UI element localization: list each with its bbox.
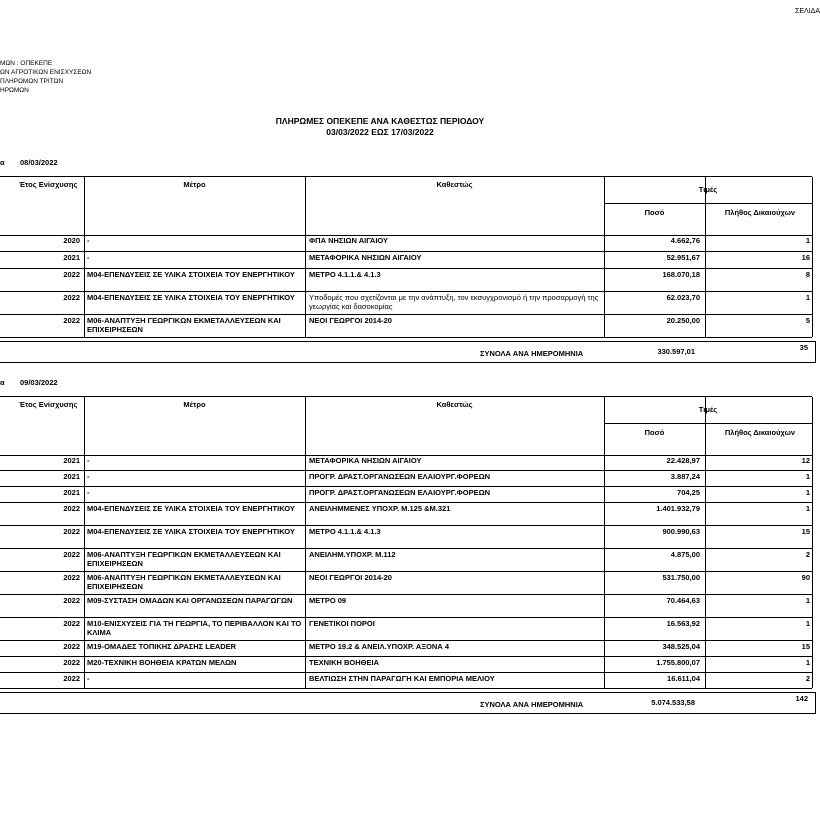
row-scheme: ΤΕΧΝΙΚΗ ΒΟΗΘΕΙΑ [309, 658, 380, 667]
row-count: 1 [805, 472, 810, 481]
row-year: 2022 [63, 270, 80, 279]
column-divider [84, 268, 85, 291]
page-label: ΣΕΛΙΔΑ [795, 8, 820, 15]
row-count: 1 [805, 658, 810, 667]
column-divider [604, 502, 605, 525]
header-beneficiaries: Πλήθος Δικαιούχων [724, 428, 796, 437]
column-divider [305, 617, 306, 640]
column-divider [812, 525, 813, 548]
row-amount: 1.755.800,07 [656, 658, 700, 667]
report-title: ΠΛΗΡΩΜΕΣ ΟΠΕΚΕΠΕ ΑΝΑ ΚΑΘΕΣΤΩΣ ΠΕΡΙΟΔΟΥ [275, 116, 485, 126]
row-measure: Μ06-ΑΝΑΠΤΥΞΗ ΓΕΩΡΓΙΚΩΝ ΕΚΜΕΤΑΛΛΕΥΣΕΩΝ ΚΑΙ ΕΠΙΧΕΙΡΗΣΕΩΝ [87, 573, 281, 591]
table-row [0, 640, 812, 657]
column-divider [705, 672, 706, 688]
header-divider [604, 423, 812, 424]
row-scheme: ΜΕΤΡΟ 19.2 & ΑΝΕΙΛ.ΥΠΟΧΡ. ΑΞΟΝΑ 4 [309, 642, 450, 651]
column-divider [812, 640, 813, 656]
column-divider [604, 672, 605, 688]
column-divider [305, 486, 306, 502]
table-row [0, 314, 812, 338]
table-row [0, 234, 812, 252]
row-scheme: ΓΕΝΕΤΙΚΟΙ ΠΟΡΟΙ [309, 619, 375, 628]
row-year: 2022 [63, 642, 80, 651]
row-year: 2022 [63, 550, 80, 559]
column-divider [705, 486, 706, 502]
row-amount: 531.750,00 [662, 573, 700, 582]
column-divider [84, 571, 85, 594]
column-divider [705, 234, 706, 251]
row-amount: 1.401.932,79 [656, 504, 700, 513]
row-count: 1 [805, 488, 810, 497]
row-scheme: ΒΕΛΤΙΩΣΗ ΣΤΗΝ ΠΑΡΑΓΩΓΗ ΚΑΙ ΕΜΠΟΡΙΑ ΜΕΛΙΟΥ [309, 674, 495, 683]
column-divider [705, 268, 706, 291]
table-row [0, 486, 812, 503]
org-line-3: ΠΛΗΡΩΜΩΝ ΤΡΙΤΩΝ [0, 78, 64, 85]
column-divider [84, 672, 85, 688]
column-divider [812, 234, 813, 251]
column-divider [604, 470, 605, 486]
column-divider [705, 291, 706, 314]
report-period: 03/03/2022 ΕΩΣ 17/03/2022 [326, 127, 434, 137]
row-measure: Μ10-ΕΝΙΣΧΥΣΕΙΣ ΓΙΑ ΤΗ ΓΕΩΡΓΙΑ, ΤΟ ΠΕΡΙΒΑΛΛΟΝ ΚΑΙ ΤΟ ΚΛΙΜΑ [87, 619, 302, 637]
column-divider [705, 525, 706, 548]
column-divider [305, 454, 306, 470]
column-divider [305, 672, 306, 688]
row-scheme: ΠΡΟΓΡ. ΔΡΑΣΤ.ΟΡΓΑΝΩΣΕΩΝ ΕΛΑΙΟΥΡΓ.ΦΟΡΕΩΝ [309, 488, 491, 497]
row-measure: - [87, 674, 90, 683]
column-divider [84, 525, 85, 548]
section-totals [0, 341, 816, 363]
column-divider [604, 525, 605, 548]
table-row [0, 291, 812, 315]
column-divider [705, 548, 706, 571]
table-row [0, 268, 812, 292]
org-line-4: ΗΡΩΜΩΝ [0, 87, 29, 94]
row-amount: 900.990,63 [662, 527, 700, 536]
column-divider [705, 502, 706, 525]
column-divider [84, 314, 85, 337]
row-amount: 16.563,92 [666, 619, 700, 628]
row-scheme: ΑΝΕΙΛΗΜ.ΥΠΟΧΡ. Μ.112 [309, 550, 396, 559]
row-measure: Μ04-ΕΠΕΝΔΥΣΕΙΣ ΣΕ ΥΛΙΚΑ ΣΤΟΙΧΕΙΑ ΤΟΥ ΕΝΕΡΓΗΤΙΚΟΥ [87, 293, 295, 302]
row-count: 15 [801, 527, 810, 536]
row-amount: 4.662,76 [670, 236, 700, 245]
totals-amount: 5.074.533,58 [651, 698, 695, 707]
row-count: 1 [805, 293, 810, 302]
column-divider [812, 571, 813, 594]
row-amount: 62.023,70 [666, 293, 700, 302]
row-measure: - [87, 253, 90, 262]
column-divider [705, 640, 706, 656]
column-divider [305, 234, 306, 251]
row-scheme: ΜΕΤΡΟ 4.1.1.& 4.1.3 [309, 527, 381, 536]
column-divider [604, 234, 605, 251]
row-count: 8 [805, 270, 810, 279]
row-measure: Μ04-ΕΠΕΝΔΥΣΕΙΣ ΣΕ ΥΛΙΚΑ ΣΤΟΙΧΕΙΑ ΤΟΥ ΕΝΕΡΓΗΤΙΚΟΥ [87, 527, 295, 536]
row-count: 1 [805, 504, 810, 513]
section-date: 09/03/2022 [20, 378, 58, 387]
column-divider [84, 594, 85, 617]
row-amount: 704,25 [677, 488, 700, 497]
column-divider [305, 571, 306, 594]
row-count: 16 [801, 253, 810, 262]
column-divider [84, 486, 85, 502]
row-year: 2022 [63, 527, 80, 536]
row-measure: Μ04-ΕΠΕΝΔΥΣΕΙΣ ΣΕ ΥΛΙΚΑ ΣΤΟΙΧΕΙΑ ΤΟΥ ΕΝΕΡΓΗΤΙΚΟΥ [87, 270, 295, 279]
column-divider [305, 594, 306, 617]
column-divider [305, 656, 306, 672]
column-divider [305, 470, 306, 486]
row-measure: - [87, 236, 90, 245]
row-year: 2022 [63, 674, 80, 683]
column-divider [604, 594, 605, 617]
table-row [0, 502, 812, 526]
table-row [0, 525, 812, 549]
row-measure: Μ09-ΣΥΣΤΑΣΗ ΟΜΑΔΩΝ ΚΑΙ ΟΡΓΑΝΩΣΕΩΝ ΠΑΡΑΓΩΓΩΝ [87, 596, 293, 605]
row-year: 2022 [63, 316, 80, 325]
column-divider [812, 502, 813, 525]
row-scheme: Υποδομές που σχετίζονται με την ανάπτυξη, τον εκσυγχρονισμό ή την προσαρμογή της γεωργίας και δασοκομίας [309, 293, 599, 311]
column-divider [705, 454, 706, 470]
row-year: 2021 [63, 472, 80, 481]
table-row [0, 594, 812, 618]
row-year: 2021 [63, 456, 80, 465]
header-amount: Ποσό [644, 208, 665, 217]
row-year: 2020 [63, 236, 80, 245]
column-divider [812, 672, 813, 688]
header-scheme: Καθεστώς [436, 180, 473, 189]
column-divider [84, 617, 85, 640]
header-measure: Μέτρο [183, 180, 206, 189]
row-amount: 4.875,00 [670, 550, 700, 559]
column-divider [84, 251, 85, 268]
row-year: 2022 [63, 573, 80, 582]
table-row [0, 672, 812, 689]
header-measure: Μέτρο [183, 400, 206, 409]
column-divider [812, 177, 813, 235]
column-divider [84, 502, 85, 525]
column-divider [705, 571, 706, 594]
column-divider [604, 640, 605, 656]
column-divider [705, 656, 706, 672]
row-scheme: ΜΕΤΑΦΟΡΙΚΑ ΝΗΣΙΩΝ ΑΙΓΑΙΟΥ [309, 456, 422, 465]
column-divider [705, 617, 706, 640]
totals-label: ΣΥΝΟΛΑ ΑΝΑ ΗΜΕΡΟΜΗΝΙΑ [480, 700, 584, 709]
column-divider [305, 268, 306, 291]
column-divider [812, 594, 813, 617]
header-amount: Ποσό [644, 428, 665, 437]
table-row [0, 470, 812, 487]
row-measure: - [87, 472, 90, 481]
section-date: 08/03/2022 [20, 158, 58, 167]
column-divider [604, 656, 605, 672]
org-line-1: ΜΩΝ : ΟΠΕΚΕΠΕ [0, 60, 53, 67]
column-divider [812, 251, 813, 268]
row-year: 2021 [63, 253, 80, 262]
column-divider [812, 268, 813, 291]
column-divider [812, 656, 813, 672]
row-scheme: ΝΕΟΙ ΓΕΩΡΓΟΙ 2014-20 [309, 573, 392, 582]
row-scheme: ΜΕΤΡΟ 09 [309, 596, 347, 605]
row-year: 2022 [63, 293, 80, 302]
row-amount: 348.525,04 [662, 642, 700, 651]
org-line-2: ΩΝ ΑΓΡΟΤΙΚΩΝ ΕΝΙΣΧΥΣΕΩΝ [0, 69, 92, 76]
header-divider [604, 203, 812, 204]
totals-amount: 330.597,01 [657, 347, 695, 356]
column-divider [305, 251, 306, 268]
column-divider [84, 291, 85, 314]
table-row [0, 656, 812, 673]
row-year: 2021 [63, 488, 80, 497]
row-measure: Μ19-ΟΜΑΔΕΣ ΤΟΠΙΚΗΣ ΔΡΑΣΗΣ LEADER [87, 642, 237, 651]
row-year: 2022 [63, 619, 80, 628]
row-count: 2 [805, 550, 810, 559]
date-prefix: α [0, 158, 5, 167]
table-row [0, 454, 812, 471]
column-divider [604, 291, 605, 314]
column-divider [604, 251, 605, 268]
row-year: 2022 [63, 658, 80, 667]
header-values: Τιμές [698, 185, 718, 194]
header-values: Τιμές [698, 405, 718, 414]
column-divider [305, 525, 306, 548]
column-divider [812, 486, 813, 502]
row-amount: 52.951,67 [666, 253, 700, 262]
row-count: 12 [801, 456, 810, 465]
column-divider [84, 640, 85, 656]
table-row [0, 617, 812, 641]
row-amount: 20.250,00 [666, 316, 700, 325]
column-divider [604, 617, 605, 640]
column-divider [84, 470, 85, 486]
column-divider [84, 454, 85, 470]
table-row [0, 548, 812, 572]
table-row [0, 251, 812, 269]
row-count: 15 [801, 642, 810, 651]
row-count: 1 [805, 236, 810, 245]
row-measure: Μ20-ΤΕΧΝΙΚΗ ΒΟΗΘΕΙΑ ΚΡΑΤΩΝ ΜΕΛΩΝ [87, 658, 237, 667]
column-divider [812, 454, 813, 470]
row-amount: 168.070,18 [662, 270, 700, 279]
date-prefix: α [0, 378, 5, 387]
row-count: 5 [805, 316, 810, 325]
row-measure: Μ06-ΑΝΑΠΤΥΞΗ ΓΕΩΡΓΙΚΩΝ ΕΚΜΕΤΑΛΛΕΥΣΕΩΝ ΚΑΙ ΕΠΙΧΕΙΡΗΣΕΩΝ [87, 550, 281, 568]
row-scheme: ΝΕΟΙ ΓΕΩΡΓΟΙ 2014-20 [309, 316, 392, 325]
table-header [0, 176, 812, 236]
column-divider [604, 486, 605, 502]
column-divider [604, 314, 605, 337]
column-divider [812, 470, 813, 486]
row-count: 2 [805, 674, 810, 683]
header-beneficiaries: Πλήθος Δικαιούχων [724, 208, 796, 217]
row-scheme: ΜΕΤΑΦΟΡΙΚΑ ΝΗΣΙΩΝ ΑΙΓΑΙΟΥ [309, 253, 422, 262]
column-divider [305, 291, 306, 314]
row-scheme: ΦΠΑ ΝΗΣΙΩΝ ΑΙΓΑΙΟΥ [309, 236, 389, 245]
totals-count: 35 [799, 343, 808, 352]
row-count: 1 [805, 596, 810, 605]
column-divider [604, 268, 605, 291]
column-divider [305, 640, 306, 656]
column-divider [305, 314, 306, 337]
row-amount: 3.887,24 [670, 472, 700, 481]
row-scheme: ΠΡΟΓΡ. ΔΡΑΣΤ.ΟΡΓΑΝΩΣΕΩΝ ΕΛΑΙΟΥΡΓ.ΦΟΡΕΩΝ [309, 472, 491, 481]
header-scheme: Καθεστώς [436, 400, 473, 409]
row-amount: 70.464,63 [666, 596, 700, 605]
column-divider [812, 548, 813, 571]
row-scheme: ΜΕΤΡΟ 4.1.1.& 4.1.3 [309, 270, 381, 279]
column-divider [305, 502, 306, 525]
column-divider [604, 454, 605, 470]
header-year: Έτος Ενίσχυσης [18, 400, 78, 409]
row-measure: Μ04-ΕΠΕΝΔΥΣΕΙΣ ΣΕ ΥΛΙΚΑ ΣΤΟΙΧΕΙΑ ΤΟΥ ΕΝΕΡΓΗΤΙΚΟΥ [87, 504, 295, 513]
column-divider [812, 314, 813, 337]
section-totals [0, 692, 816, 714]
row-measure: - [87, 456, 90, 465]
header-year: Έτος Ενίσχυσης [18, 180, 78, 189]
row-count: 90 [801, 573, 810, 582]
row-amount: 22.428,97 [666, 456, 700, 465]
column-divider [705, 251, 706, 268]
table-header [0, 396, 812, 456]
column-divider [812, 617, 813, 640]
totals-label: ΣΥΝΟΛΑ ΑΝΑ ΗΜΕΡΟΜΗΝΙΑ [480, 349, 584, 358]
row-count: 1 [805, 619, 810, 628]
row-scheme: ΑΝΕΙΛΗΜΜΕΝΕΣ ΥΠΟΧΡ. Μ.125 &Μ.321 [309, 504, 451, 513]
column-divider [705, 314, 706, 337]
column-divider [84, 548, 85, 571]
column-divider [305, 548, 306, 571]
column-divider [604, 571, 605, 594]
column-divider [84, 656, 85, 672]
column-divider [812, 397, 813, 455]
row-amount: 16.611,04 [667, 674, 700, 683]
column-divider [705, 594, 706, 617]
totals-count: 142 [795, 694, 808, 703]
row-measure: Μ06-ΑΝΑΠΤΥΞΗ ΓΕΩΡΓΙΚΩΝ ΕΚΜΕΤΑΛΛΕΥΣΕΩΝ ΚΑΙ ΕΠΙΧΕΙΡΗΣΕΩΝ [87, 316, 281, 334]
column-divider [705, 470, 706, 486]
row-measure: - [87, 488, 90, 497]
column-divider [84, 234, 85, 251]
column-divider [812, 291, 813, 314]
column-divider [604, 548, 605, 571]
row-year: 2022 [63, 504, 80, 513]
table-row [0, 571, 812, 595]
row-year: 2022 [63, 596, 80, 605]
